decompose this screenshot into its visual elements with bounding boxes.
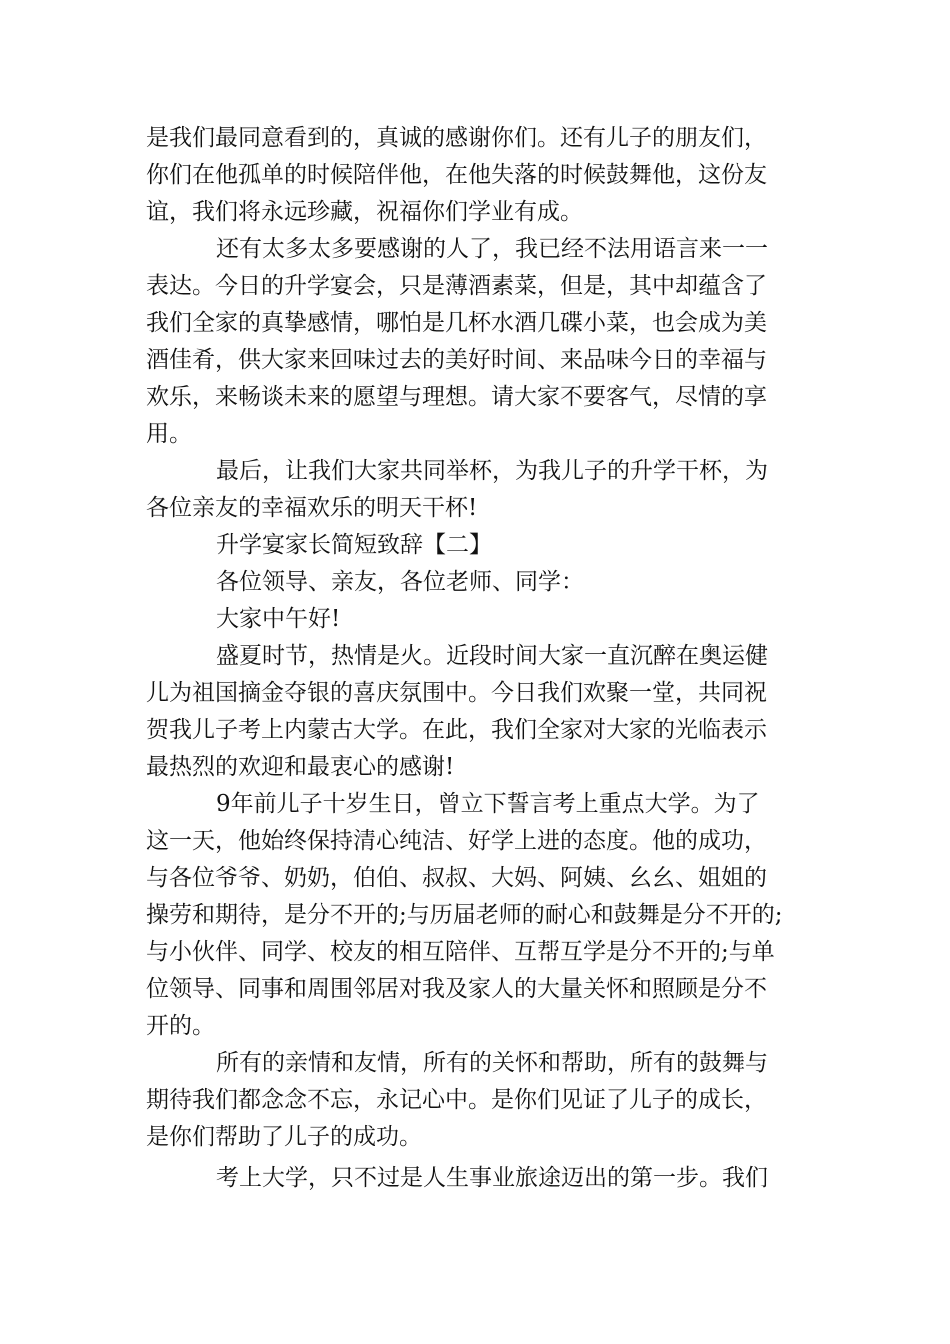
text-line: 欢乐，来畅谈未来的愿望与理想。请大家不要客气，尽情的享 [146, 384, 767, 410]
text-line: 是我们最同意看到的，真诚的感谢你们。还有儿子的朋友们， [146, 125, 767, 151]
text-line: 位领导、同事和周围邻居对我及家人的大量关怀和照顾是分不 [146, 976, 767, 1002]
text-line: 大家中午好! [216, 606, 341, 632]
text-line: 最后，让我们大家共同举杯，为我儿子的升学干杯，为 [216, 458, 768, 484]
text-line: 酒佳肴，供大家来回味过去的美好时间、来品味今日的幸福与 [146, 347, 767, 373]
text-line: 是你们帮助了儿子的成功。 [146, 1124, 422, 1150]
text-line: 最热烈的欢迎和最衷心的感谢! [146, 754, 455, 780]
text-line: 期待我们都念念不忘，永记心中。是你们见证了儿子的成长， [146, 1087, 767, 1113]
text-line: 贺我儿子考上内蒙古大学。在此，我们全家对大家的光临表示 [146, 717, 767, 743]
text-line: 还有太多太多要感谢的人了，我已经不法用语言来一一 [216, 236, 768, 262]
text-line: 盛夏时节，热情是火。近段时间大家一直沉醉在奥运健 [216, 643, 768, 669]
text-line: 开的。 [146, 1013, 215, 1039]
text-line: 表达。今日的升学宴会，只是薄酒素菜，但是，其中却蕴含了 [146, 273, 767, 299]
text-line: 所有的亲情和友情，所有的关怀和帮助，所有的鼓舞与 [216, 1050, 768, 1076]
text-line: 我们全家的真挚感情，哪怕是几杯水酒几碟小菜，也会成为美 [146, 310, 767, 336]
text-line: 与小伙伴、同学、校友的相互陪伴、互帮互学是分不开的;与单 [146, 939, 775, 965]
text-line: 谊，我们将永远珍藏，祝福你们学业有成。 [146, 199, 583, 225]
text-line: 操劳和期待，是分不开的;与历届老师的耐心和鼓舞是分不开的; [146, 902, 783, 928]
text-line: 各位亲友的幸福欢乐的明天干杯! [146, 495, 478, 521]
text-line: 与各位爷爷、奶奶，伯伯、叔叔、大妈、阿姨、幺幺、姐姐的 [146, 865, 767, 891]
text-line: 这一天，他始终保持清心纯洁、好学上进的态度。他的成功， [146, 828, 767, 854]
text-line: 9年前儿子十岁生日，曾立下誓言考上重点大学。为了 [216, 791, 760, 817]
text-line: 用。 [146, 421, 192, 447]
text-line: 各位领导、亲友，各位老师、同学： [216, 569, 584, 595]
text-line: 你们在他孤单的时候陪伴他，在他失落的时候鼓舞他，这份友 [146, 162, 767, 188]
text-line: 考上大学，只不过是人生事业旅途迈出的第一步。我们 [216, 1165, 768, 1191]
section-heading: 升学宴家长简短致辞【二】 [216, 532, 492, 558]
text-line: 儿为祖国摘金夺银的喜庆氛围中。今日我们欢聚一堂，共同祝 [146, 680, 767, 706]
